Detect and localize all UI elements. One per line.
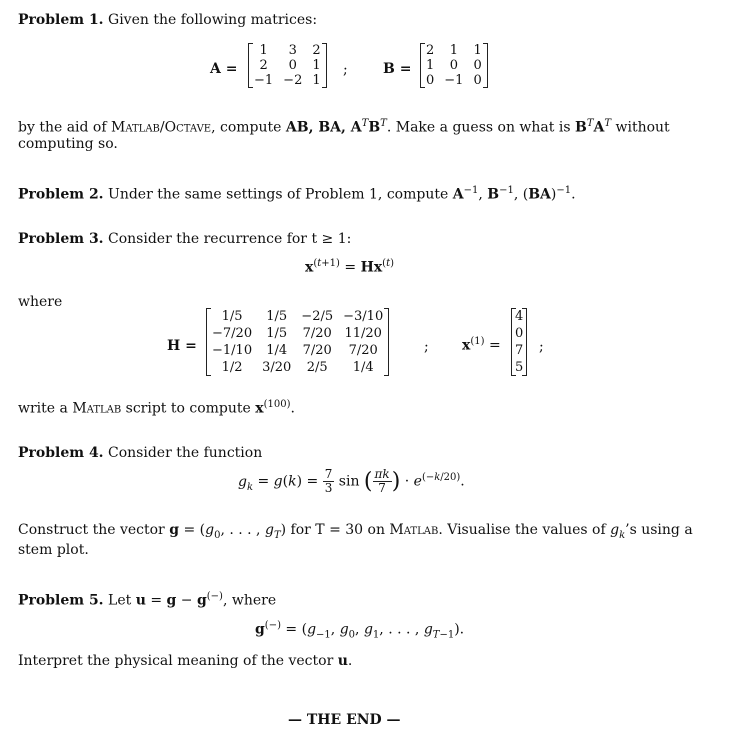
problem-2-text: Under the same settings of Problem 1, compute [108,186,453,203]
function-equation: $g_k = g(k)$ = $\frac{7}{3}$ sin ( $\frac{\pi k}{7}$ ) · $e^{(-k/20)}$. [238,467,465,495]
matrix-cell: 0 [288,58,297,73]
x1-symbol: x [462,337,471,354]
matrix-cell: 1 [312,73,321,88]
matrix-cell: 7/20 [302,326,332,341]
construct-text-d: ’s using a [625,522,693,538]
matrix-cell: 1/5 [266,326,288,341]
matrix-cell: −7/20 [212,326,253,341]
matrix-cell: 1 [473,43,482,58]
matrix-cell: −1 [444,73,464,88]
matrix-cell: 1/4 [266,343,288,358]
problem-3-intro [18,229,718,249]
matrix-cell: 1 [449,43,458,58]
matrix-b [420,43,488,88]
matlab-name: Matlab [72,400,122,417]
problem-4-title: Problem 4. [18,445,104,461]
task-text-b: , compute [211,119,286,136]
matrix-cell: 11/20 [344,326,382,341]
matrix-cell: 2 [426,43,435,58]
problem-3-title: Problem 3. [18,231,104,247]
task-text-c: . Make a guess on what is [386,119,575,136]
matlab-name-2: Matlab [389,522,439,538]
problem-5-intro: Problem 5. Let u = g − g(−), where [18,591,277,609]
matrix-cell: 1/5 [221,309,243,324]
problem-5-title: Problem 5. [18,592,104,609]
task-text-a: by the aid of [18,119,111,136]
matrix-cell: −2 [283,73,303,88]
matrix-cell: 3 [288,43,297,58]
construct-text-b: for T = 30 on [286,522,390,538]
matrix-cell: 1/4 [352,360,374,375]
matrix-cell: 2 [312,43,321,58]
matrix-cell: 5 [515,360,524,375]
matrix-cell: 1 [312,58,321,73]
matrix-a-separator: ; [343,62,348,78]
problem-2: Problem 2. Under the same settings of Problem 1, compute $A^{-1}$, $B^{-1}$, (BA)$^{-1}$. [18,185,576,203]
matrix-b-label: B = [383,61,412,77]
matrix-cell: 1/2 [221,360,243,375]
matrix-cell: 1 [259,43,268,58]
problem-3-task: write a Matlab script to compute $x^{(100)}$. [18,399,295,417]
matrix-cell: 0 [473,73,482,88]
matrix-cell: −1/10 [212,343,253,358]
matrix-cell: 0 [449,58,458,73]
problem-1-intro-text: Given the following matrices: [108,12,318,28]
matrix-h [206,308,389,376]
matrix-cell: −2/5 [301,309,334,324]
matrix-cell: 7/20 [348,343,378,358]
matrix-cell: 1 [426,58,435,73]
problem-5-task: Interpret the physical meaning of the vector u. [18,653,353,669]
matrix-h-separator: ; [424,339,429,355]
matrix-cell: −3/10 [343,309,384,324]
matlab-octave-name: Matlab/Octave [111,119,212,136]
matrix-cell: 1/5 [266,309,288,324]
problem-5-text-a: Let [108,592,136,609]
matrix-a-label: A = [210,61,238,77]
vector-x1-separator: ; [539,339,544,355]
matrix-h-label: H = [167,338,197,354]
matrix-cell: 7 [515,343,524,358]
problem-1-intro [18,10,718,30]
problem-4-task-line2: stem plot. [18,542,89,558]
problem-1-title: Problem 1. [18,12,104,28]
problem-1-task-line2: computing so. [18,136,118,152]
matrix-cell: 3/20 [262,360,292,375]
matrix-cell: −1 [254,73,274,88]
products-list: AB, BA, A [285,119,362,136]
the-end: — THE END — [288,712,401,728]
matrix-cell: 4 [515,309,524,324]
matrix-cell: 0 [515,326,524,341]
matrix-cell: 0 [426,73,435,88]
matrix-a [248,43,327,88]
problem-4-task: Construct the vector $g = (g_0$, . . . , $g_T$) for T = 30 on Matlab. Visualise the values of $g_k’s$ using a [18,522,693,541]
problem-3-text: Consider the recurrence for t ≥ 1: [108,231,352,247]
problem-4-text: Consider the function [108,445,263,461]
matrix-cell: 0 [473,58,482,73]
script-text-b: script to compute [121,400,256,417]
shifted-vector-equation: $g^{(-)} = (g_{-1}$, $g_0$, $g_1$, . . . , $g_{T-1}$). [255,620,465,641]
problem-2-title: Problem 2. [18,186,104,203]
vector-x1 [511,308,527,376]
matrix-cell: 2/5 [306,360,328,375]
recurrence-equation: $x^{(t+1)} = Hx^{(t)}$ [305,258,395,276]
script-text-a: write a [18,400,73,417]
problem-4-intro [18,443,718,463]
problem-5-text-b: , where [222,592,277,609]
matrix-cell: 7/20 [302,343,332,358]
matrix-cell: 2 [259,58,268,73]
where-label: where [18,294,63,310]
problem-1-task: by the aid of Matlab/Octave, compute AB, BA, $A^TB^T$. Make a guess on what is $B^TA^T$ without [18,118,670,136]
interpret-text: Interpret the physical meaning of the vector [18,653,338,669]
x1-label: $x^{(1)}$ = [462,336,501,354]
construct-text-c: . Visualise the values of [438,522,611,538]
construct-text-a: Construct the vector [18,522,170,538]
